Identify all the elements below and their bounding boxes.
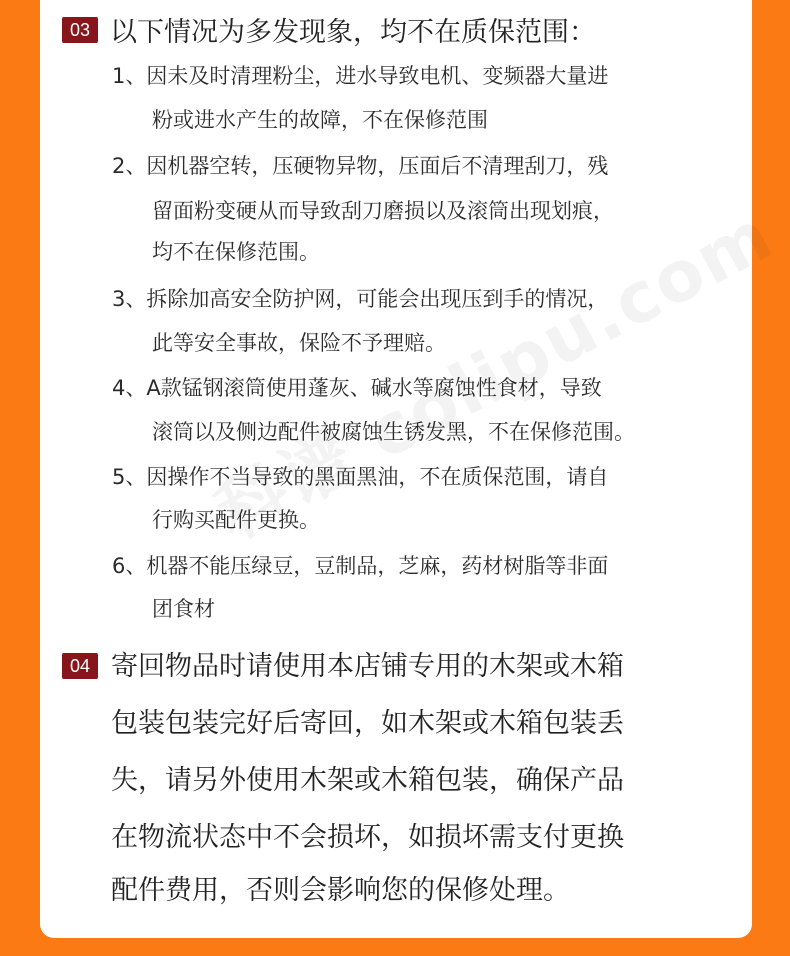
list-item-line: 留面粉变硬从而导致刮刀磨损以及滚筒出现划痕， [152, 199, 614, 223]
section-badge-04: 04 [62, 653, 98, 679]
list-item-line: 此等安全事故，保险不予理赔。 [152, 331, 446, 355]
paragraph-line: 失，请另外使用木架或木箱包装，确保产品 [111, 765, 624, 796]
list-item-line: 团食材 [152, 597, 215, 621]
list-item-line: 3、拆除加高安全防护网，可能会出现压到手的情况， [112, 287, 609, 311]
paragraph-line: 包装包装完好后寄回，如木架或木箱包装丢 [111, 708, 624, 739]
paragraph-line: 配件费用，否则会影响您的保修处理。 [111, 875, 570, 906]
paragraph-line: 在物流状态中不会损坏，如损坏需支付更换 [111, 822, 624, 853]
list-item-line: 2、因机器空转，压硬物异物，压面后不清理刮刀，残 [112, 154, 609, 178]
list-item-line: 6、机器不能压绿豆，豆制品，芝麻，药材树脂等非面 [112, 554, 609, 578]
section-badge-03: 03 [62, 17, 98, 43]
list-item-line: 行购买配件更换。 [152, 508, 320, 532]
section-title-03: 以下情况为多发现象，均不在质保范围： [110, 17, 596, 48]
list-item-line: 1、因未及时清理粉尘，进水导致电机、变频器大量进 [112, 64, 609, 88]
list-item-line: 5、因操作不当导致的黑面黑油，不在质保范围，请自 [112, 465, 609, 489]
list-item-line: 4、A款锰钢滚筒使用蓬灰、碱水等腐蚀性食材，导致 [112, 376, 602, 400]
list-item-line: 滚筒以及侧边配件被腐蚀生锈发黑，不在保修范围。 [152, 420, 635, 444]
paragraph-line: 寄回物品时请使用本店铺专用的木架或木箱 [111, 651, 624, 682]
list-item-line: 均不在保修范围。 [152, 240, 320, 264]
list-item-line: 粉或进水产生的故障，不在保修范围 [152, 108, 488, 132]
